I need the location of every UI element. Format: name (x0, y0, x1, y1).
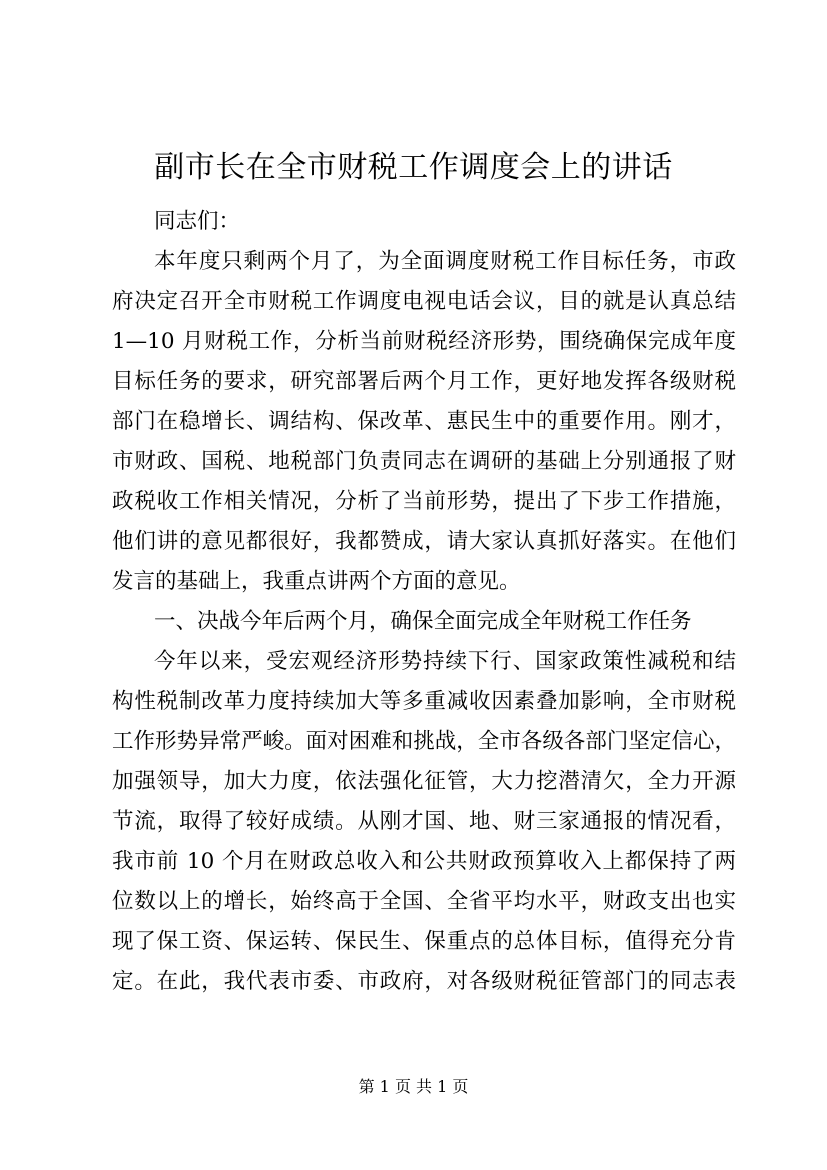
body-line: 目标任务的要求，研究部署后两个月工作，更好地发挥各级财税 (112, 369, 736, 394)
document-title: 副市长在全市财税工作调度会上的讲话 (154, 150, 673, 185)
body-line: 本年度只剩两个月了，为全面调度财税工作目标任务，市政 (154, 249, 736, 274)
body-line: 发言的基础上，我重点讲两个方面的意见。 (112, 569, 521, 594)
body-line: 他们讲的意见都很好，我都赞成，请大家认真抓好落实。在他们 (112, 529, 736, 554)
body-line: 府决定召开全市财税工作调度电视电话会议，目的就是认真总结 (112, 289, 736, 314)
body-line: 构性税制改革力度持续加大等多重减收因素叠加影响，全市财税 (112, 689, 736, 714)
body-line: 位数以上的增长，始终高于全国、全省平均水平，财政支出也实 (112, 889, 736, 914)
document-body (112, 202, 736, 1002)
body-line: 工作形势异常严峻。面对困难和挑战，全市各级各部门坚定信心， (112, 729, 736, 754)
salutation-line: 同志们： (154, 209, 241, 234)
section-heading: 一、决战今年后两个月，确保全面完成全年财税工作任务 (154, 609, 692, 634)
body-line: 今年以来，受宏观经济形势持续下行、国家政策性减税和结 (154, 649, 736, 674)
body-line: 节流，取得了较好成绩。从刚才国、地、财三家通报的情况看， (112, 809, 736, 834)
body-line: 市财政、国税、地税部门负责同志在调研的基础上分别通报了财 (112, 449, 736, 474)
body-line: 我市前 10 个月在财政总收入和公共财政预算收入上都保持了两 (112, 849, 736, 874)
body-line: 政税收工作相关情况，分析了当前形势，提出了下步工作措施， (112, 489, 736, 514)
page-footer: 第 1 页 共 1 页 (358, 1077, 469, 1096)
body-line: 加强领导，加大力度，依法强化征管，大力挖潜清欠，全力开源 (112, 769, 736, 794)
body-line: 部门在稳增长、调结构、保改革、惠民生中的重要作用。刚才， (112, 409, 736, 434)
body-line: 现了保工资、保运转、保民生、保重点的总体目标，值得充分肯 (112, 929, 736, 954)
body-line: 定。在此，我代表市委、市政府，对各级财税征管部门的同志表 (112, 969, 736, 994)
body-line: 1—10 月财税工作，分析当前财税经济形势，围绕确保完成年度 (112, 329, 736, 354)
